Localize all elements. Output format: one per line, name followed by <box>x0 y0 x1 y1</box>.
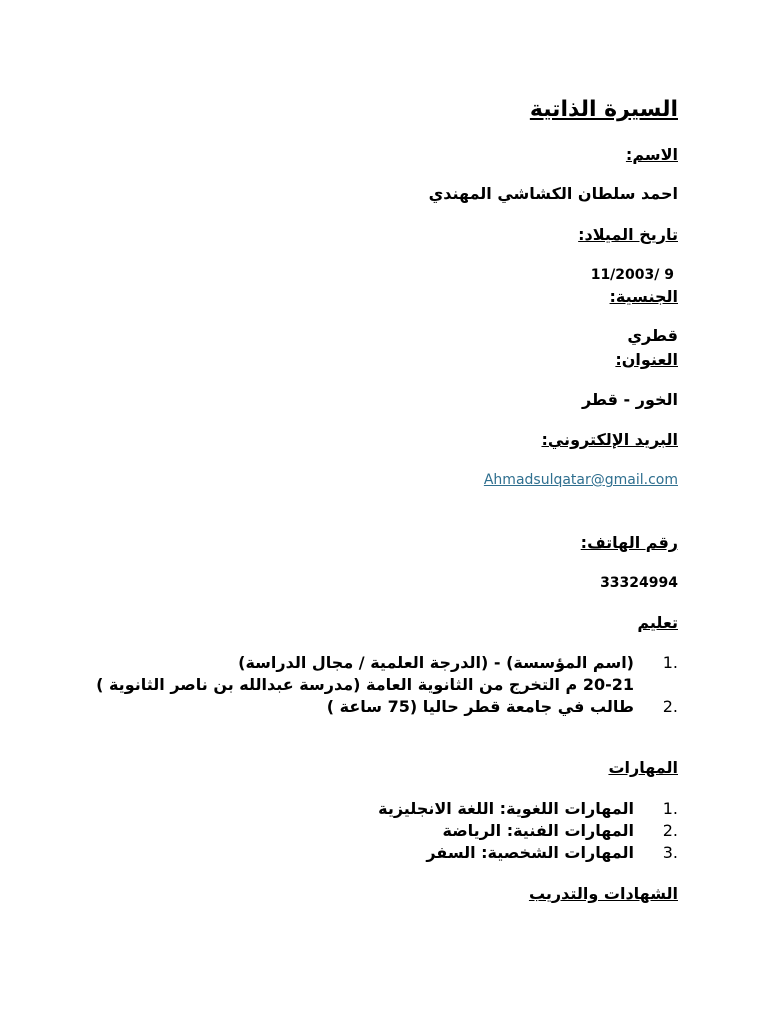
list-item-text: المهارات الشخصية: السفر <box>426 843 634 862</box>
list-item-text: المهارات اللغوية: اللغة الانجليزية <box>378 799 634 818</box>
list-item-text: 20-21 م التخرج من الثانوية العامة (مدرسة عبدالله بن ناصر الثانوية ) <box>96 675 634 694</box>
education-list <box>78 652 678 718</box>
email-link[interactable]: Ahmadsulqatar@gmail.com <box>483 472 678 488</box>
nationality-value: قطري <box>627 326 678 345</box>
address-label: العنوان: <box>615 350 678 369</box>
list-item <box>78 798 678 820</box>
name-label: الاسم: <box>625 145 678 164</box>
list-item-text: (اسم المؤسسة) - (الدرجة العلمية / مجال الدراسة) <box>238 653 634 672</box>
list-item <box>78 696 678 718</box>
list-item <box>78 820 678 842</box>
list-number: 1. <box>662 653 678 672</box>
list-number: 3. <box>662 843 678 862</box>
phone-label: رقم الهاتف: <box>580 533 678 552</box>
list-item-text: طالب في جامعة قطر حاليا (75 ساعة ) <box>326 697 634 716</box>
certifications-heading: الشهادات والتدريب <box>528 884 678 903</box>
name-value: احمد سلطان الكشاشي المهندي <box>428 184 678 203</box>
education-heading: تعليم <box>637 613 678 632</box>
birth-date-label: تاريخ الميلاد: <box>578 225 678 244</box>
list-number: 2. <box>662 697 678 716</box>
list-item-text: المهارات الفنية: الرياضة <box>442 821 634 840</box>
list-item <box>78 842 678 864</box>
phone-value: 33324994 <box>600 575 678 591</box>
skills-list <box>78 798 678 864</box>
list-item <box>78 652 678 696</box>
list-number: 2. <box>662 821 678 840</box>
email-label: البريد الإلكتروني: <box>541 430 678 449</box>
skills-heading: المهارات <box>608 758 678 777</box>
list-number: 1. <box>662 799 678 818</box>
document-title: السيرة الذاتية <box>529 97 678 122</box>
nationality-label: الجنسية: <box>609 287 678 306</box>
address-value: الخور - قطر <box>581 390 678 409</box>
birth-date-value: 11/2003/ 9 <box>590 267 674 283</box>
